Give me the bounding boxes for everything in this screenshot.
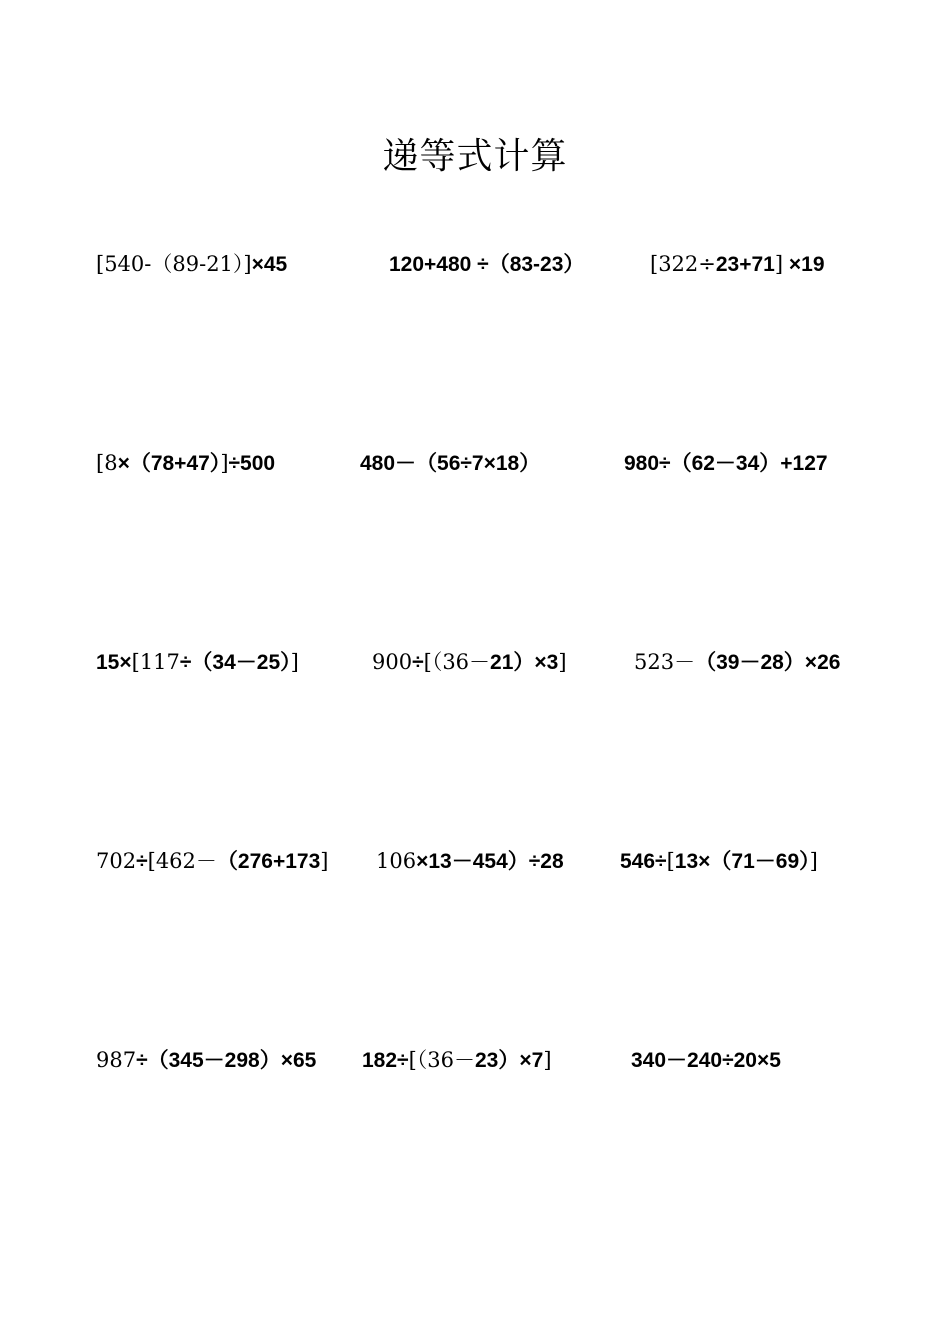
page-title: 递等式计算 bbox=[382, 136, 568, 177]
expression-segment: [ bbox=[666, 849, 675, 873]
problem-4-3 bbox=[620, 841, 818, 882]
problem-1-2 bbox=[389, 244, 584, 285]
expression-segment: ÷（345－298）×65 bbox=[136, 1049, 317, 1072]
expression-segment: ] bbox=[543, 1048, 552, 1072]
expression-segment: （276+173 bbox=[216, 850, 321, 873]
expression-segment: 106 bbox=[376, 849, 417, 873]
expression-segment: [（36－ bbox=[408, 1048, 475, 1072]
expression-segment: 900 bbox=[372, 650, 413, 674]
expression-segment: [（36－ bbox=[423, 650, 491, 674]
expression-segment: 340－240÷20×5 bbox=[631, 1049, 781, 1072]
problem-2-1 bbox=[96, 443, 275, 484]
expression-segment: 21）×3 bbox=[490, 651, 559, 674]
expression-segment: ÷ bbox=[136, 850, 148, 873]
expression-segment: ÷ bbox=[412, 651, 424, 674]
problem-5-1 bbox=[96, 1040, 316, 1081]
problem-3-1 bbox=[96, 642, 299, 683]
problem-row-5 bbox=[0, 1040, 950, 1080]
expression-segment: 480－（56÷7×18） bbox=[360, 452, 541, 475]
problem-row-1 bbox=[0, 244, 950, 284]
expression-segment: 13×（71－69） bbox=[674, 850, 810, 873]
expression-segment: ] bbox=[290, 650, 299, 674]
expression-segment: ×45 bbox=[251, 253, 288, 276]
expression-segment: 15× bbox=[96, 651, 132, 674]
problem-3-2 bbox=[372, 642, 567, 683]
problem-1-3 bbox=[650, 244, 825, 285]
problem-3-3 bbox=[634, 642, 840, 683]
expression-segment: ] bbox=[774, 252, 784, 276]
expression-segment: ÷（34－25） bbox=[179, 651, 291, 674]
problem-4-2 bbox=[376, 841, 564, 882]
expression-segment: ] bbox=[809, 849, 818, 873]
expression-segment: ] bbox=[320, 849, 329, 873]
expression-segment: 546÷ bbox=[620, 850, 667, 873]
problem-row-4 bbox=[0, 841, 950, 881]
expression-segment: 23+71 bbox=[715, 253, 775, 276]
expression-segment: [540-（89-21）] bbox=[96, 252, 252, 276]
expression-segment: [8 bbox=[96, 451, 118, 475]
problem-row-3 bbox=[0, 642, 950, 682]
problem-row-2 bbox=[0, 443, 950, 483]
expression-segment: [117 bbox=[131, 650, 180, 674]
expression-segment: [322÷ bbox=[650, 252, 716, 276]
problem-2-3 bbox=[624, 443, 828, 484]
expression-segment: [462－ bbox=[147, 849, 217, 873]
problem-5-3 bbox=[631, 1040, 781, 1081]
expression-segment: 120+480 ÷（83-23） bbox=[389, 253, 585, 276]
expression-segment: 23）×7 bbox=[475, 1049, 544, 1072]
expression-segment: ×（78+47） bbox=[117, 452, 221, 475]
expression-segment: （39－28）×26 bbox=[695, 651, 841, 674]
expression-segment: 182÷ bbox=[362, 1049, 409, 1072]
expression-segment: 702 bbox=[96, 849, 137, 873]
problem-5-2 bbox=[362, 1040, 552, 1081]
expression-segment: ×19 bbox=[783, 253, 825, 276]
expression-segment: ÷500 bbox=[228, 452, 276, 475]
expression-segment: ] bbox=[220, 451, 229, 475]
problem-4-1 bbox=[96, 841, 328, 882]
problem-1-1 bbox=[96, 244, 287, 285]
expression-segment: ×13－454）÷28 bbox=[416, 850, 564, 873]
expression-segment: 523－ bbox=[634, 650, 696, 674]
expression-segment: 980÷（62－34）+127 bbox=[624, 452, 828, 475]
problem-2-2 bbox=[360, 443, 540, 484]
expression-segment: ] bbox=[558, 650, 567, 674]
expression-segment: 987 bbox=[96, 1048, 137, 1072]
